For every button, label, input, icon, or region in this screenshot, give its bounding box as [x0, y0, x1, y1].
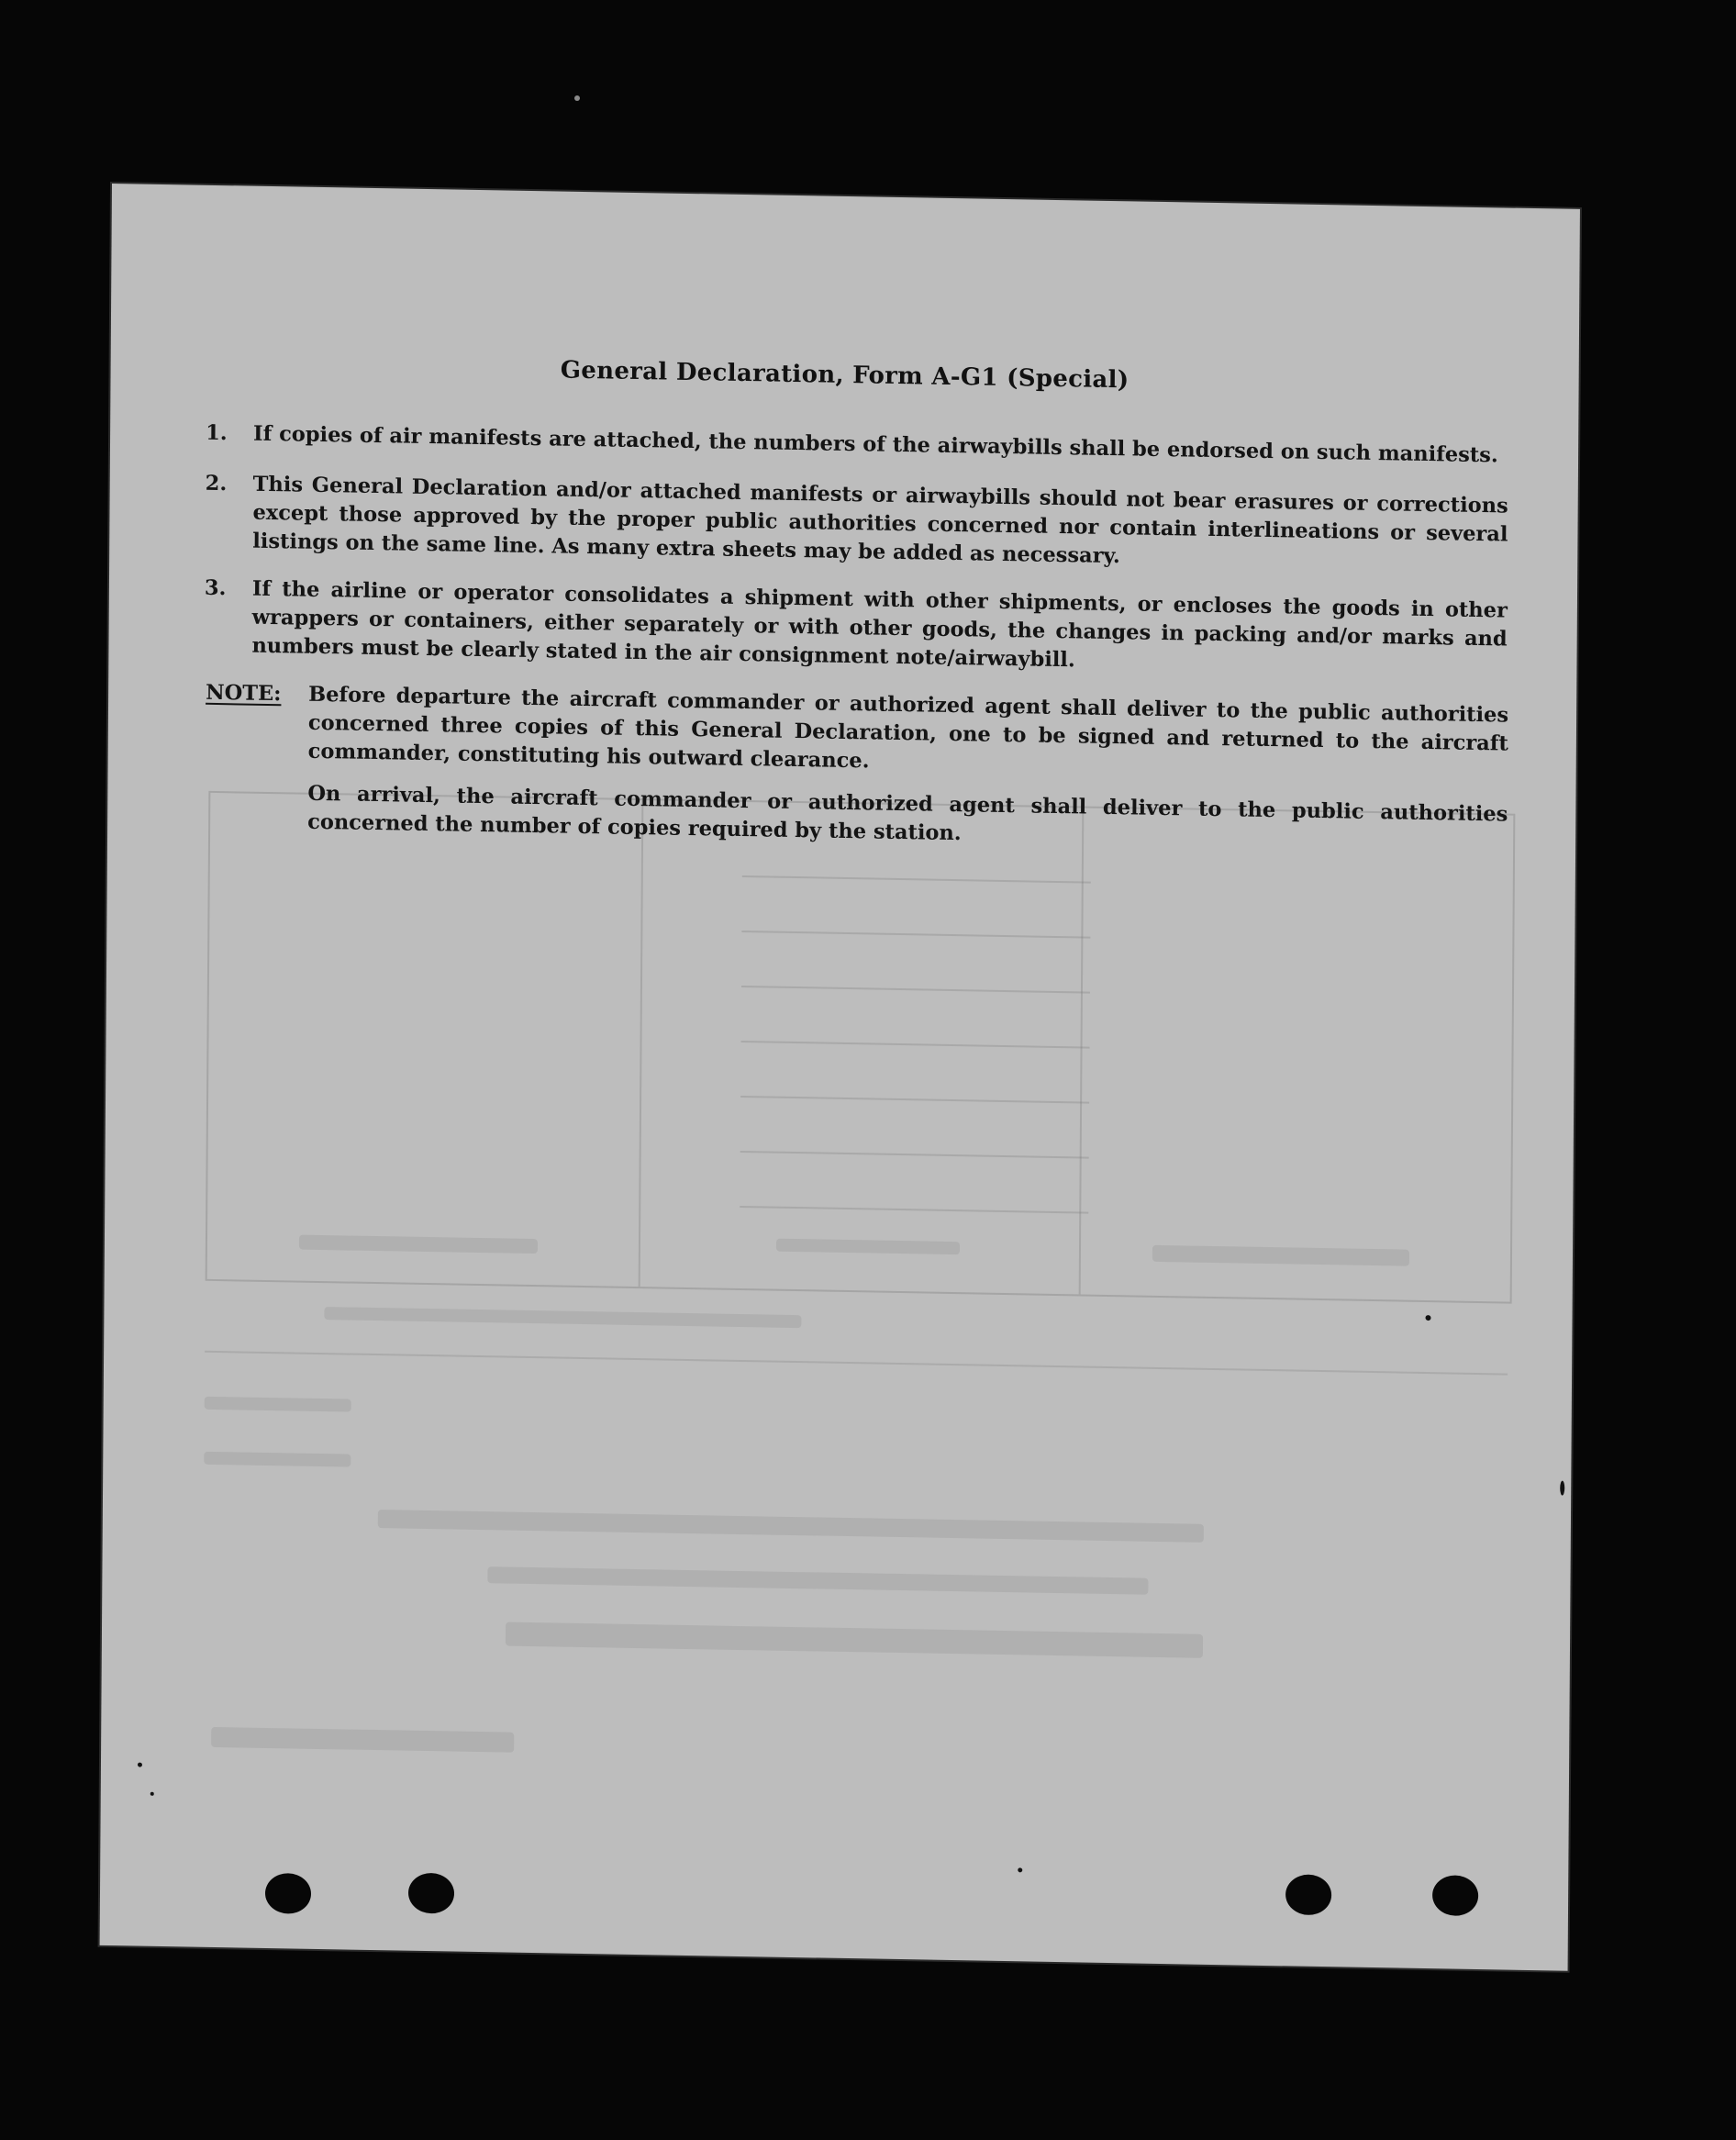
note-paragraph-1: Before departure the aircraft commander or authorized agent shall deliver to the public authorities concerned three copies of this General Declaration, one to be signed and returned to the aircraft commander, constituting his outward clearance.	[307, 682, 1509, 774]
bleed-through-text	[324, 1307, 801, 1328]
punch-hole	[1285, 1874, 1331, 1915]
bleed-through-text	[205, 1397, 351, 1412]
note-label: NOTE:	[206, 680, 282, 707]
instruction-item-2	[205, 470, 1508, 578]
bleed-through-text	[211, 1727, 514, 1753]
punch-hole	[265, 1873, 311, 1914]
bleed-through-text	[204, 1452, 351, 1467]
scan-speck	[574, 95, 580, 101]
document-page	[100, 184, 1580, 1971]
punch-hole	[1432, 1875, 1478, 1916]
item-text: If copies of air manifests are attached, the numbers of the airwaybills shall be endorsed on such manifests.	[253, 421, 1498, 468]
item-text: This General Declaration and/or attached manifests or airwaybills should not bear erasures or corrections except those approved by the proper public authorities concerned nor contain interlineations or several listings on the same line. As many extra sheets may be added as necessary.	[252, 472, 1508, 569]
scan-speck	[150, 1792, 154, 1796]
scan-speck	[1018, 1867, 1022, 1872]
item-number: 1.	[206, 420, 228, 446]
scan-speck	[138, 1763, 142, 1767]
bleed-through-text	[487, 1566, 1148, 1595]
scan-speck	[1560, 1481, 1564, 1496]
document-title: General Declaration, Form A-G1 (Special)	[560, 356, 1130, 395]
item-text: If the airline or operator consolidates a shipment with other shipments, or encloses the goods in other wrappers or containers, either separately or with other goods, the changes in packing and/or marks and numbers must be clearly stated in the air consignment note/airwaybill.	[251, 576, 1508, 673]
bleed-through-table	[206, 791, 1516, 1304]
bleed-through-line	[205, 1351, 1508, 1376]
note-paragraph-2: On arrival, the aircraft commander or authorized agent shall deliver to the public authorities concerned the number of copies required by the station.	[307, 781, 1508, 846]
instruction-item-3	[204, 574, 1508, 683]
item-number: 3.	[204, 575, 227, 601]
item-number: 2.	[205, 471, 228, 496]
bleed-through-text	[506, 1622, 1203, 1658]
instruction-item-1	[206, 419, 1508, 471]
note-block	[206, 679, 1509, 787]
bleed-through-text	[378, 1510, 1204, 1543]
punch-hole	[408, 1873, 454, 1914]
scan-speck	[1425, 1315, 1430, 1321]
